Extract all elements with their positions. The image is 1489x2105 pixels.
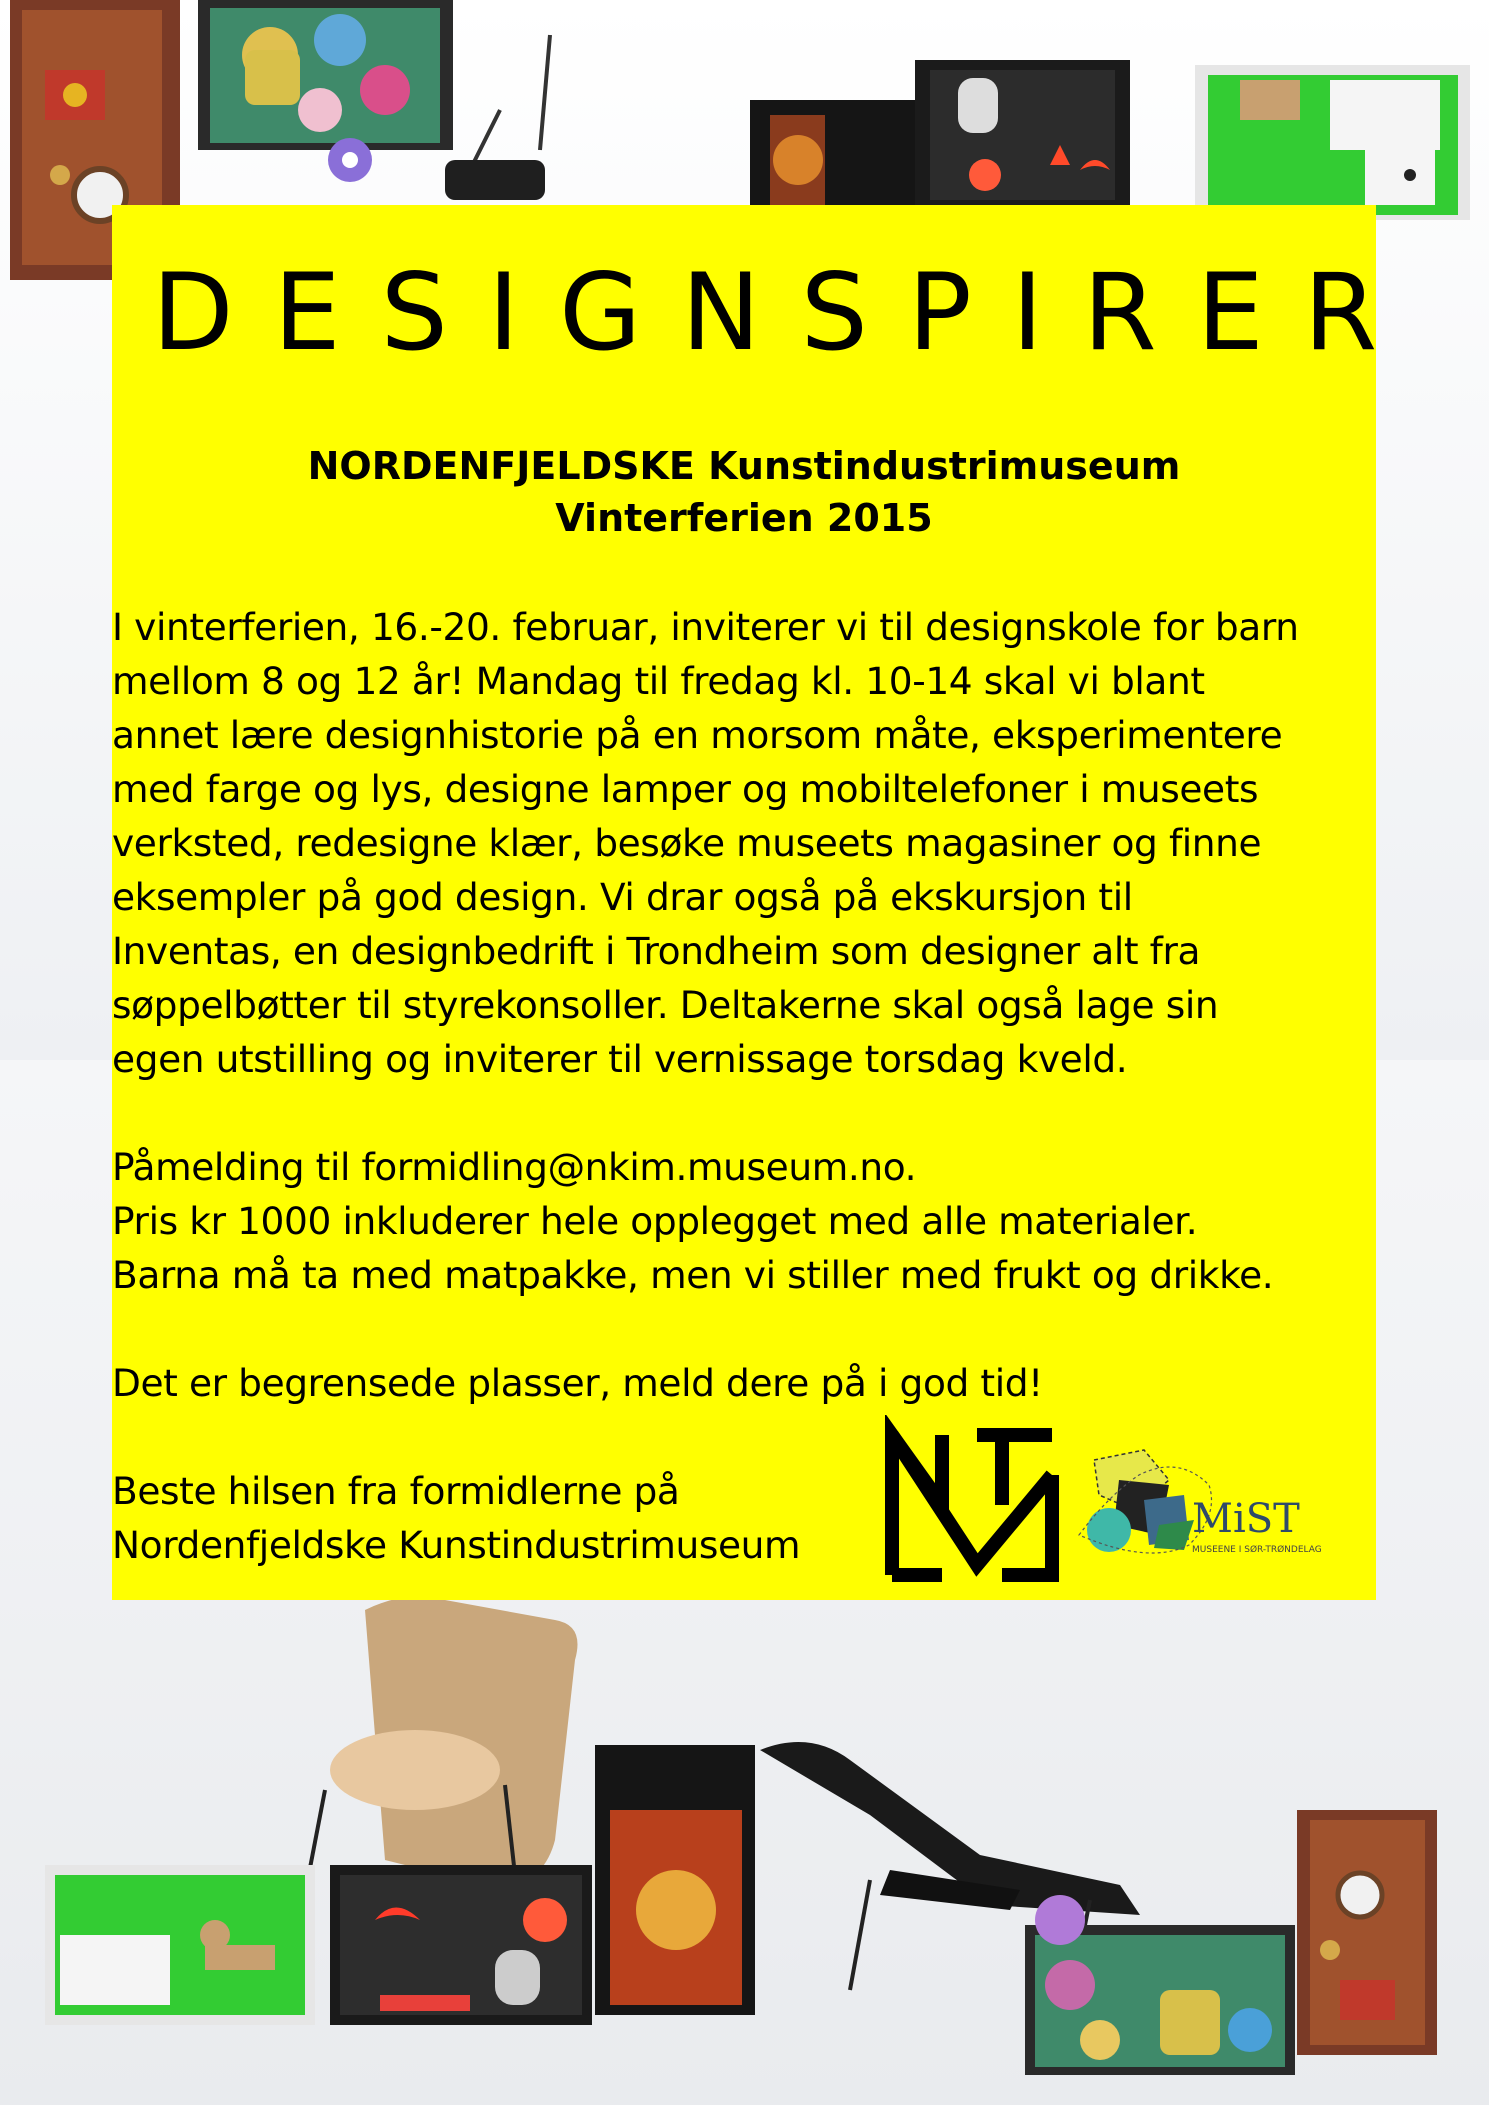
nkim-logo xyxy=(882,1415,1062,1595)
description-line: I vinterferien, 16.-20. februar, inviterer vi til designskole for barn xyxy=(112,605,1299,649)
matchbox-room-bat xyxy=(330,1865,592,2025)
event-description xyxy=(112,600,1376,1086)
museum-name: NORDENFJELDSKE Kunstindustrimuseum xyxy=(307,444,1181,488)
matchbox-room-sun xyxy=(595,1745,755,2015)
signoff-line: Nordenfjeldske Kunstindustrimuseum xyxy=(112,1523,801,1567)
mist-logo xyxy=(1074,1440,1364,1570)
matchbox-room-kitchen-bottom xyxy=(45,1865,315,2025)
lunch-info: Barna må ta med matpakke, men vi stiller med frukt og drikke. xyxy=(112,1253,1274,1297)
poster-headline: DESIGNSPIRER xyxy=(152,251,1418,374)
description-line: søppelbøtter til styrekonsoller. Deltakerne skal også lage sin xyxy=(112,983,1219,1027)
registration-email: Påmelding til formidling@nkim.museum.no. xyxy=(112,1145,917,1189)
price-info: Pris kr 1000 inkluderer hele opplegget med alle materialer. xyxy=(112,1199,1198,1243)
limited-seats-text: Det er begrensede plasser, meld dere på i god tid! xyxy=(112,1361,1043,1405)
chair-legs-top xyxy=(445,35,550,200)
poster-subtitle xyxy=(112,440,1376,544)
description-line: med farge og lys, designe lamper og mobiltelefoner i museets xyxy=(112,767,1259,811)
description-line: verksted, redesigne klær, besøke museets magasiner og finne xyxy=(112,821,1262,865)
matchbox-room-grave xyxy=(750,60,1130,210)
mist-tagline: MUSEENE I SØR-TRØNDELAG xyxy=(1192,1545,1322,1555)
matchbox-room-clock-bottom xyxy=(1297,1810,1437,2055)
description-line: eksempler på god design. Vi drar også på ekskursjon til xyxy=(112,875,1133,919)
matchbox-room-bag-bottom xyxy=(1025,1895,1295,2075)
registration-info xyxy=(112,1140,1376,1302)
mist-wordmark: MiST xyxy=(1192,1496,1300,1542)
limited-seats-notice xyxy=(112,1356,1376,1410)
description-line: mellom 8 og 12 år! Mandag til fredag kl. 10-14 skal vi blant xyxy=(112,659,1205,703)
description-line: egen utstilling og inviterer til vernissage torsdag kveld. xyxy=(112,1037,1128,1081)
matchbox-room-kitchen xyxy=(1195,65,1470,220)
matchbox-room-bag xyxy=(198,0,453,182)
event-season: Vinterferien 2015 xyxy=(555,496,933,540)
description-line: annet lære designhistorie på en morsom måte, eksperimentere xyxy=(112,713,1283,757)
event-info-panel xyxy=(112,205,1418,1600)
signoff-line: Beste hilsen fra formidlerne på xyxy=(112,1469,680,1513)
description-line: Inventas, en designbedrift i Trondheim som designer alt fra xyxy=(112,929,1201,973)
